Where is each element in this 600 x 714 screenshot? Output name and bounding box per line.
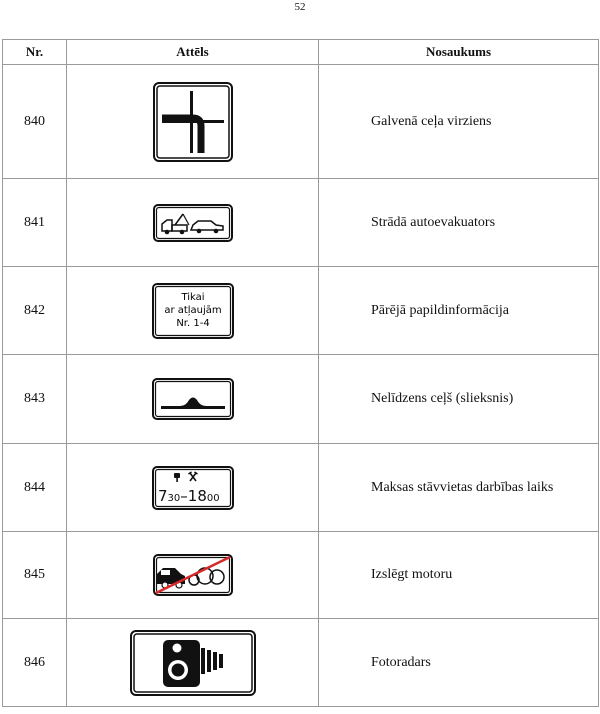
end-minutes: 00 <box>206 492 220 504</box>
header-nr: Nr. <box>3 40 67 65</box>
table-row <box>3 532 599 619</box>
sign-number: 843 <box>3 355 67 444</box>
header-name: Nosaukums <box>319 40 599 65</box>
table-row <box>3 444 599 532</box>
sign-name: Pārējā papildinformācija <box>319 267 599 355</box>
table-row <box>3 267 599 355</box>
sign-image-cell <box>67 65 319 179</box>
table-header-row <box>3 40 599 65</box>
header-image: Attēls <box>67 40 319 65</box>
table-row <box>3 619 599 707</box>
engine-off-sign-icon <box>153 554 233 596</box>
table-row <box>3 179 599 267</box>
sign-image-cell <box>67 619 319 707</box>
other-info-sign-icon <box>152 283 234 339</box>
tow-truck-sign-icon <box>153 204 233 242</box>
sign-name: Izslēgt motoru <box>319 532 599 619</box>
time-dash: – <box>179 486 188 505</box>
sign-name: Nelīdzens ceļš (slieksnis) <box>319 355 599 444</box>
sign-name: Fotoradars <box>319 619 599 707</box>
table-row <box>3 355 599 444</box>
sign-number: 845 <box>3 532 67 619</box>
sign-text-line-3: Nr. 1-4 <box>175 317 210 329</box>
sign-image-cell <box>67 179 319 267</box>
sign-image-cell <box>67 355 319 444</box>
main-road-direction-sign-icon <box>153 82 233 162</box>
sign-image-cell <box>67 444 319 532</box>
sign-text-line-1: Tikai <box>180 291 205 303</box>
sign-number: 841 <box>3 179 67 267</box>
sign-number: 846 <box>3 619 67 707</box>
sign-number: 844 <box>3 444 67 532</box>
page-number: 52 <box>294 1 306 13</box>
sign-name: Galvenā ceļa virziens <box>319 65 599 179</box>
start-minutes: 30 <box>167 492 180 504</box>
end-hour: 18 <box>187 486 207 505</box>
speed-camera-sign-icon <box>130 630 256 696</box>
sign-name: Maksas stāvvietas darbības laiks <box>319 444 599 532</box>
sign-number: 842 <box>3 267 67 355</box>
sign-image-cell <box>67 532 319 619</box>
sign-text-line-2: ar atļaujām <box>163 304 222 316</box>
sign-name: Strādā autoevakuators <box>319 179 599 267</box>
start-hour: 7 <box>157 486 168 505</box>
sign-image-cell <box>67 267 319 355</box>
speed-bump-sign-icon <box>152 378 234 420</box>
sign-number: 840 <box>3 65 67 179</box>
road-signs-table <box>2 39 599 707</box>
table-row <box>3 65 599 179</box>
paid-parking-hours-sign-icon <box>152 466 234 510</box>
